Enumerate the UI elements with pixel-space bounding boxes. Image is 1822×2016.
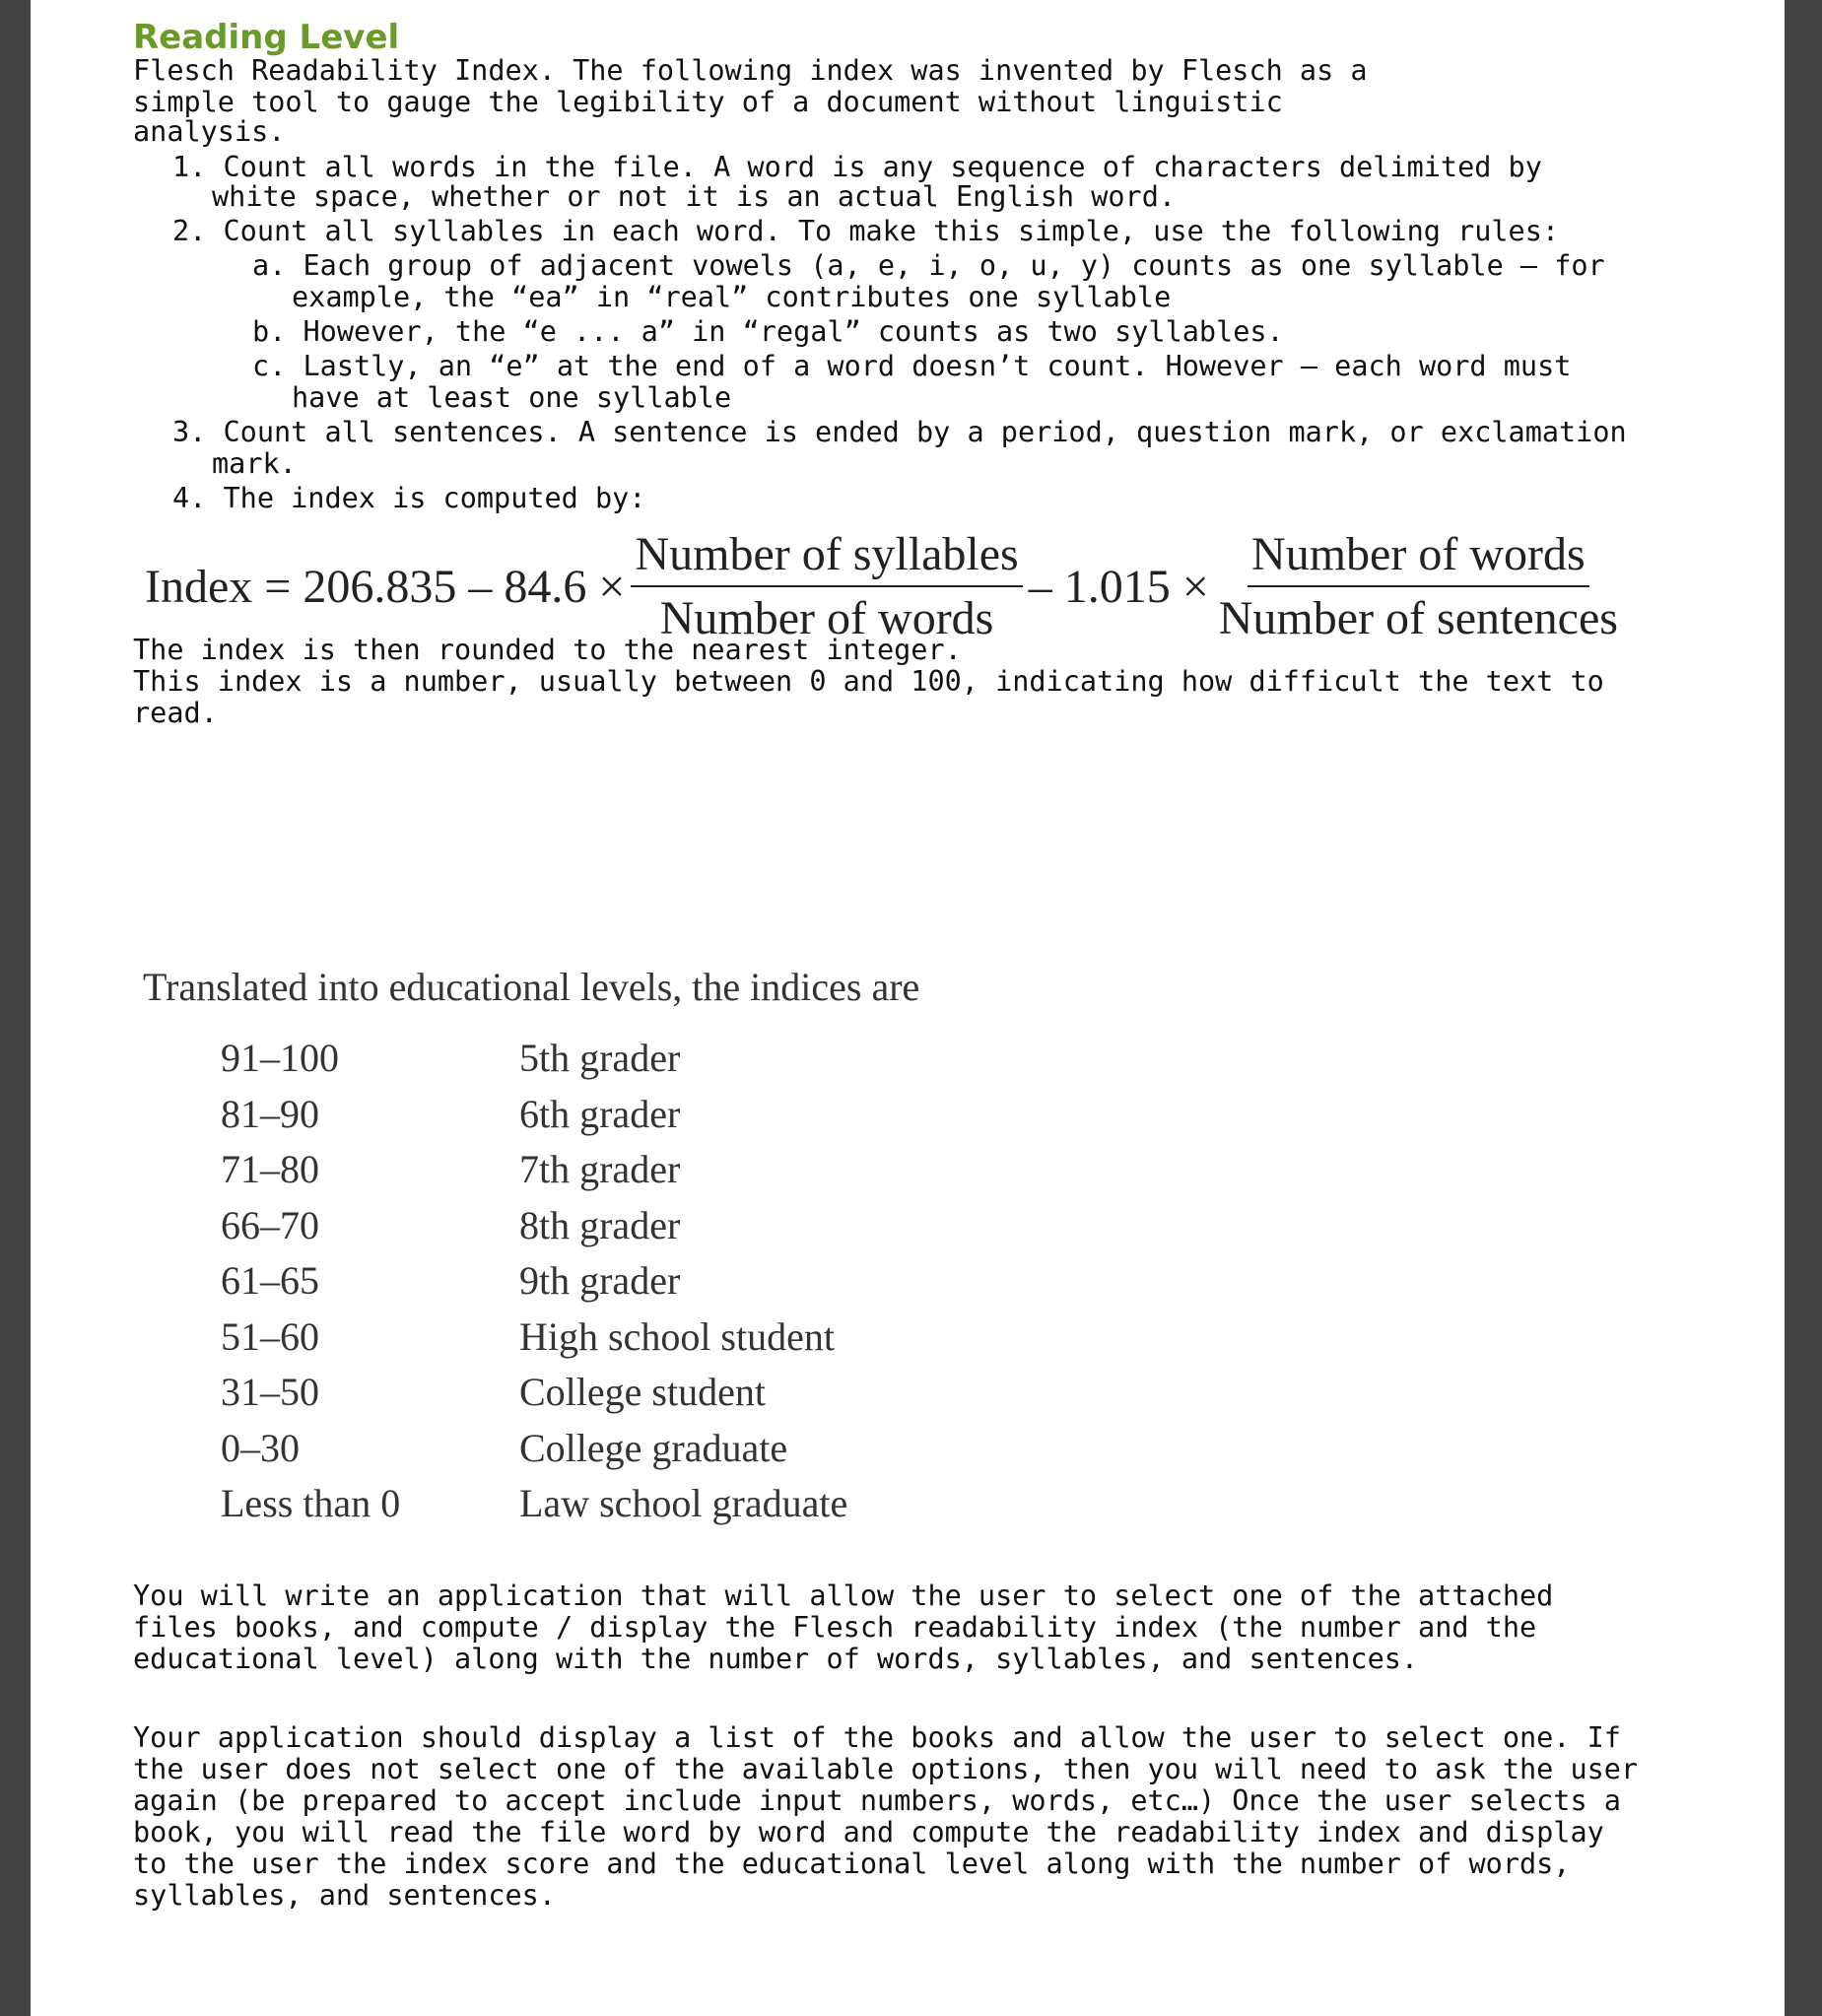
flesch-formula xyxy=(145,527,1628,645)
page-title: Reading Level xyxy=(133,18,400,57)
level-label: 9th grader xyxy=(519,1258,681,1303)
levels-heading-text: Translated into educational levels, the indices are xyxy=(143,965,920,1009)
rule-item-b xyxy=(252,312,1284,352)
step-item-2 xyxy=(172,212,1559,251)
rule-item-c xyxy=(252,347,1571,418)
paragraph-line: the user does not select one of the available options, then you will need to ask the user xyxy=(133,1753,1639,1785)
level-range: 61–65 xyxy=(221,1258,319,1303)
level-range: Less than 0 xyxy=(221,1481,401,1525)
paragraph-line: files books, and compute / display the Flesch readability index (the number and the xyxy=(133,1611,1537,1644)
level-label: College graduate xyxy=(519,1426,788,1470)
paragraph-line: syllables, and sentences. xyxy=(133,1879,556,1912)
step-item-3 xyxy=(172,413,1627,484)
intro-line: simple tool to gauge the legibility of a document without linguistic xyxy=(133,86,1283,118)
level-range: 81–90 xyxy=(221,1092,319,1136)
rule-text: example, the “ea” in “real” contributes one syllable xyxy=(292,281,1172,313)
level-range: 66–70 xyxy=(221,1203,319,1247)
level-label: 6th grader xyxy=(519,1092,681,1136)
fraction-numerator: Number of words xyxy=(1248,527,1589,587)
level-range: 71–80 xyxy=(221,1147,319,1191)
paragraph-line: book, you will read the file word by word and compute the readability index and display xyxy=(133,1816,1604,1848)
level-label: 5th grader xyxy=(519,1036,681,1080)
formula-middle-term: – 1.015 × xyxy=(1028,560,1209,613)
step-number: 3. xyxy=(172,416,207,448)
syllables-per-word-fraction xyxy=(631,527,1022,645)
explanation-line: The index is then rounded to the nearest integer. xyxy=(133,634,962,666)
rule-text: Lastly, an “e” at the end of a word doesn’t count. However – each word must xyxy=(303,350,1572,382)
step-item-4 xyxy=(172,479,645,518)
rule-text: However, the “e ... a” in “regal” counts as two syllables. xyxy=(303,315,1284,348)
step-number: 1. xyxy=(172,151,207,183)
level-label: College student xyxy=(519,1370,766,1414)
requirements-paragraph xyxy=(133,1718,1638,1915)
step-number: 4. xyxy=(172,482,207,514)
level-label: 8th grader xyxy=(519,1203,681,1247)
explanation-line: read. xyxy=(133,697,218,729)
paragraph-line: You will write an application that will allow the user to select one of the attached xyxy=(133,1579,1554,1612)
fraction-denominator: Number of words xyxy=(659,592,994,644)
intro-paragraph xyxy=(133,51,1368,152)
rule-text: Each group of adjacent vowels (a, e, i, o, u, y) counts as one syllable – for xyxy=(303,249,1605,282)
paragraph-line: Your application should display a list of the books and allow the user to select one. If xyxy=(133,1721,1621,1754)
rule-letter: c. xyxy=(252,350,287,382)
intro-line: Flesch Readability Index. The following index was invented by Flesch as a xyxy=(133,54,1368,87)
fraction-denominator: Number of sentences xyxy=(1218,592,1618,644)
paragraph-line: educational level) along with the number of words, syllables, and sentences. xyxy=(133,1643,1419,1675)
step-text: white space, whether or not it is an actual English word. xyxy=(212,180,1177,213)
level-label: High school student xyxy=(519,1314,835,1359)
explanation-line: This index is a number, usually between 0 and 100, indicating how difficult the text to xyxy=(133,665,1604,698)
rule-letter: b. xyxy=(252,315,287,348)
level-label: 7th grader xyxy=(519,1147,681,1191)
step-text: mark. xyxy=(212,447,297,480)
rule-letter: a. xyxy=(252,249,287,282)
paragraph-line: to the user the index score and the educational level along with the number of words, xyxy=(133,1848,1571,1880)
step-item-1 xyxy=(172,148,1542,217)
step-text: Count all sentences. A sentence is ended by a period, question mark, or exclamation xyxy=(223,416,1627,448)
step-text: The index is computed by: xyxy=(223,482,646,514)
document-page xyxy=(31,0,1785,2016)
words-per-sentence-fraction xyxy=(1215,527,1622,645)
rule-item-a xyxy=(252,246,1605,317)
formula-lhs: Index = 206.835 – 84.6 × xyxy=(145,560,626,613)
index-explanation xyxy=(133,631,1604,733)
level-label: Law school graduate xyxy=(519,1481,848,1525)
step-text: Count all words in the file. A word is any sequence of characters delimited by xyxy=(223,151,1542,183)
level-range: 91–100 xyxy=(221,1036,339,1080)
application-paragraph xyxy=(133,1577,1553,1679)
level-range: 51–60 xyxy=(221,1314,319,1359)
level-range: 31–50 xyxy=(221,1370,319,1414)
rule-text: have at least one syllable xyxy=(292,381,732,414)
intro-line: analysis. xyxy=(133,115,286,148)
paragraph-line: again (be prepared to accept include input numbers, words, etc…) Once the user selects a xyxy=(133,1784,1621,1817)
level-range: 0–30 xyxy=(221,1426,300,1470)
step-number: 2. xyxy=(172,215,207,247)
fraction-numerator: Number of syllables xyxy=(631,527,1022,587)
step-text: Count all syllables in each word. To make this simple, use the following rules: xyxy=(223,215,1560,247)
